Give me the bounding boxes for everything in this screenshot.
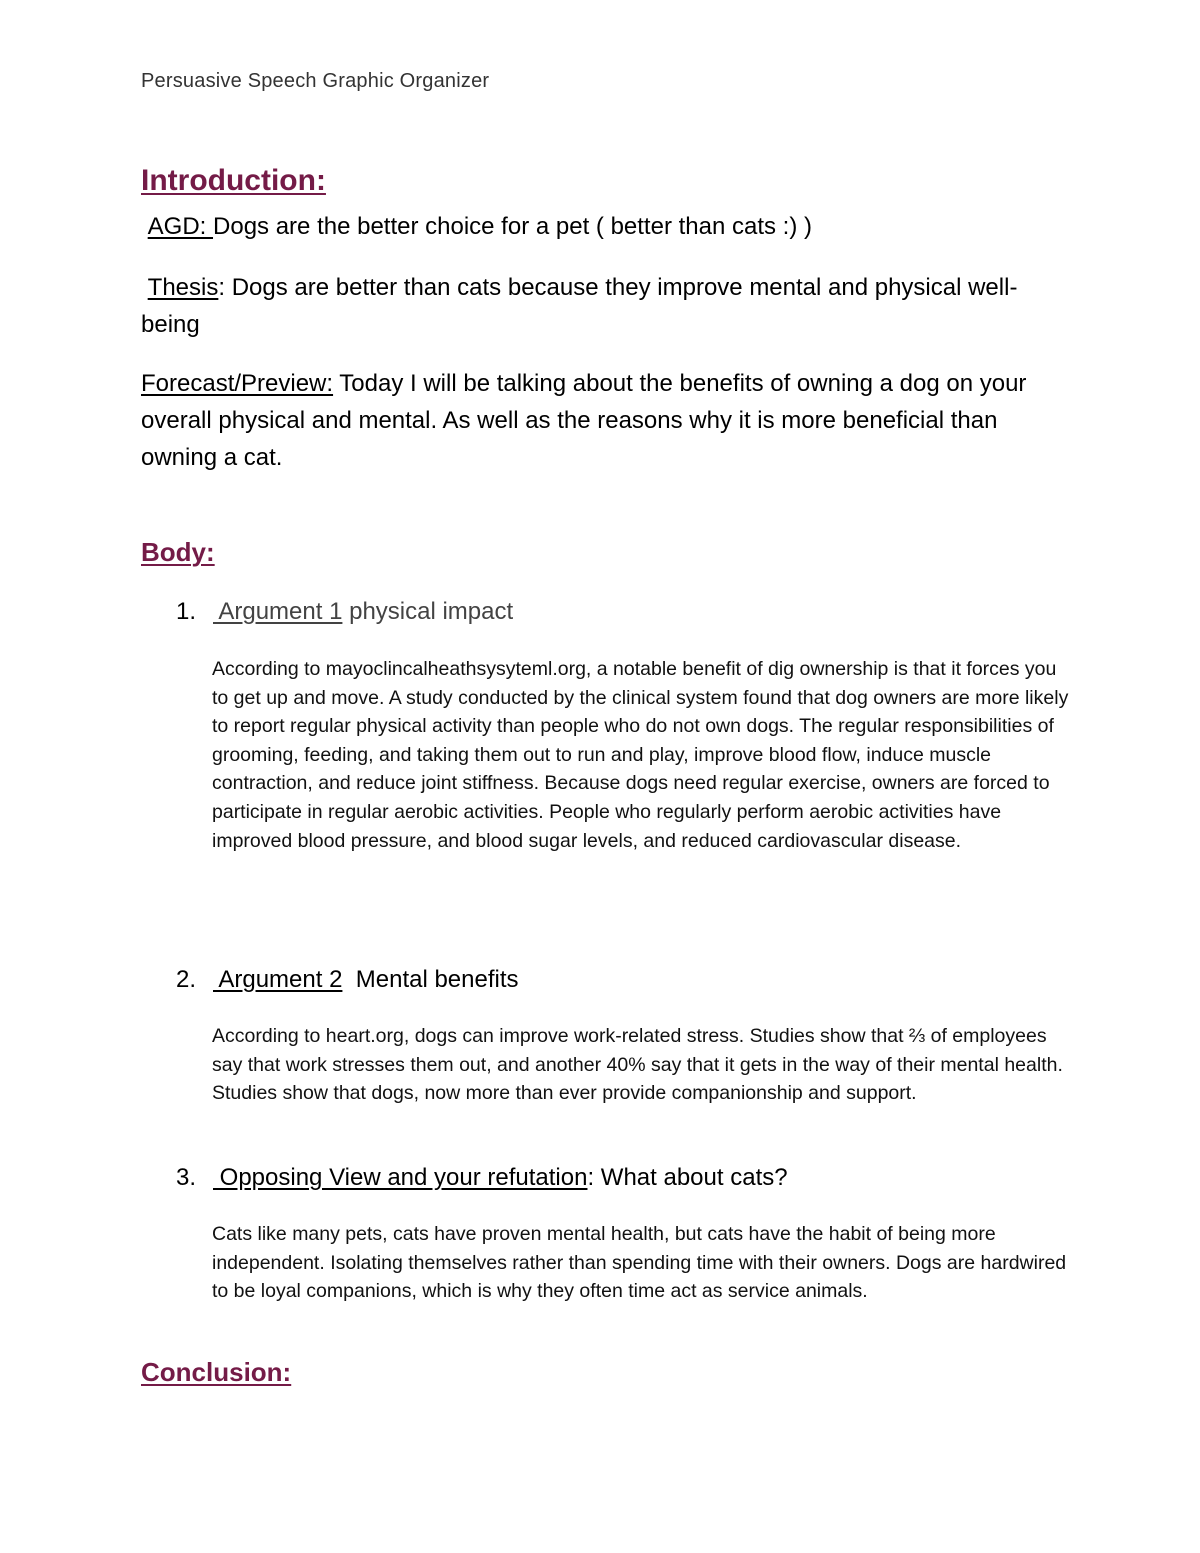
argument-2-title: Mental benefits	[342, 966, 519, 993]
opposing-view-title: : What about cats?	[587, 1164, 788, 1191]
agd-label: AGD:	[147, 213, 214, 240]
body-heading: Body:	[141, 537, 215, 567]
agd-line	[141, 208, 1071, 245]
argument-1-text: According to mayoclincalheathsysyteml.org, a notable benefit of dig ownership is that it forces you to get up and move. A study conducted by the clinical system found that dog owners are more likely to report regular physical activity than people who do not own dogs. The regular responsibilities of grooming, feeding, and taking them out to run and play, improve blood flow, induce muscle contraction, and reduce joint stiffness. Because dogs need regular exercise, owners are forced to participate in regular aerobic activities. People who regularly perform aerobic activities have improved blood pressure, and blood sugar levels, and reduced cardiovascular disease.	[212, 658, 1069, 852]
argument-1-title: physical impact	[342, 598, 514, 625]
forecast-line	[141, 365, 1071, 476]
argument-2-label: Argument 2	[213, 966, 343, 993]
forecast-label: Forecast/Preview:	[141, 370, 334, 397]
forecast-text: Today I will be talking about the benefits of owning a dog on your overall physical and mental. As well as the reasons why it is more beneficial than owning a cat.	[141, 370, 1027, 471]
opposing-view-heading	[176, 1162, 1076, 1194]
thesis-text: : Dogs are better than cats because they improve mental and physical well-being	[141, 274, 1018, 338]
argument-2-text: According to heart.org, dogs can improve work-related stress. Studies show that ⅔ of employees say that work stresses them out, and another 40% say that it gets in the way of their mental health. Studies show that dogs, now more than ever provide companionship and support.	[212, 1025, 1063, 1105]
argument-1-number: 1.	[176, 598, 197, 625]
introduction-heading: Introduction:	[141, 164, 326, 197]
agd-text: Dogs are the better choice for a pet ( better than cats :) )	[213, 213, 812, 240]
document-header: Persuasive Speech Graphic Organizer	[141, 70, 490, 92]
thesis-line	[141, 269, 1071, 343]
thesis-label: Thesis	[147, 274, 219, 301]
opposing-view-text: Cats like many pets, cats have proven mental health, but cats have the habit of being more independent. Isolating themselves rather than spending time with their owners. Dogs are hardwired to be loyal companions, which is why they often time act as service animals.	[212, 1223, 1067, 1303]
argument-2-number: 2.	[176, 966, 197, 993]
argument-1-label: Argument 1	[213, 598, 343, 625]
argument-2-heading	[176, 964, 1076, 996]
conclusion-heading: Conclusion:	[141, 1357, 292, 1387]
opposing-view-number: 3.	[176, 1164, 197, 1191]
opposing-view-label: Opposing View and your refutation	[213, 1164, 588, 1191]
argument-1-heading	[176, 596, 1076, 628]
